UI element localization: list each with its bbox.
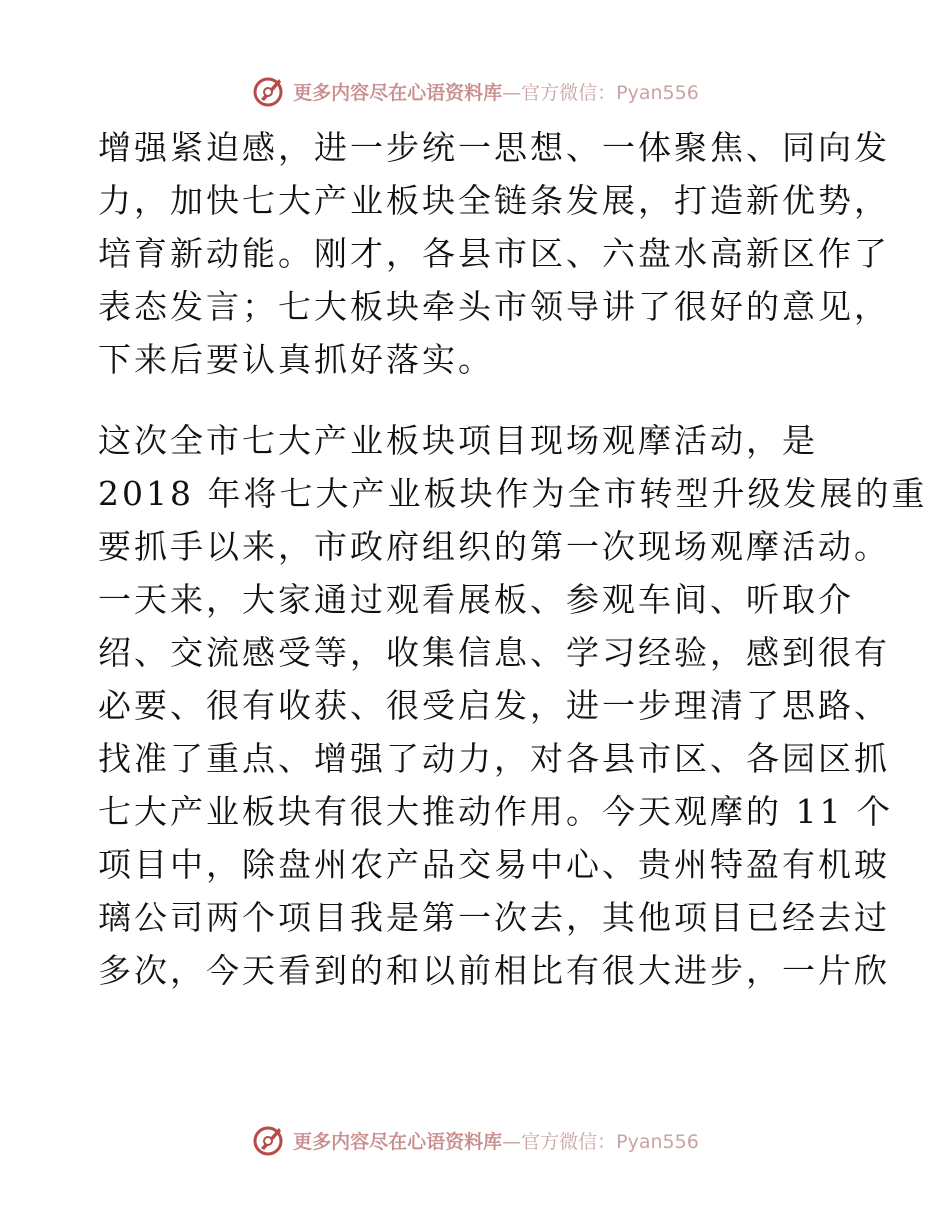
text-line: 这次全市七大产业板块项目现场观摩活动，是 [98, 421, 818, 460]
watermark-text [293, 1127, 699, 1154]
watermark-contact: 官方微信：Pyan556 [521, 81, 699, 104]
watermark-footer [0, 1120, 950, 1160]
watermark-contact: 官方微信：Pyan556 [521, 1130, 699, 1153]
document-body [98, 121, 928, 997]
text-line: 培育新动能。刚才，各县市区、六盘水高新区作了 [98, 234, 890, 273]
text-line: 力，加快七大产业板块全链条发展，打造新优势， [98, 181, 890, 220]
text-line: 增强紧迫感，进一步统一思想、一体聚焦、同向发 [98, 128, 890, 167]
watermark-brand: 更多内容尽在心语资料库 [293, 81, 503, 104]
text-line: 多次，今天看到的和以前相比有很大进步，一片欣 [98, 951, 890, 990]
watermark-dash: — [502, 1130, 522, 1153]
text-line: 绍、交流感受等，收集信息、学习经验，感到很有 [98, 633, 890, 672]
quill-logo-icon [251, 73, 287, 109]
watermark-text [293, 78, 699, 105]
paragraph-1 [98, 121, 890, 386]
paragraph-gap [98, 386, 858, 414]
text-line: 下来后要认真抓好落实。 [98, 340, 494, 379]
text-line: 找准了重点、增强了动力，对各县市区、各园区抓 [98, 739, 890, 778]
paragraph-2 [98, 414, 928, 997]
quill-logo-icon [251, 1122, 287, 1158]
text-line: 七大产业板块有很大推动作用。今天观摩的 11 个 [98, 792, 893, 831]
text-line: 2018 年将七大产业板块作为全市转型升级发展的重 [98, 474, 928, 513]
text-line: 一天来，大家通过观看展板、参观车间、听取介 [98, 580, 854, 619]
watermark-dash: — [502, 81, 522, 104]
watermark-header [0, 71, 950, 111]
text-line: 表态发言；七大板块牵头市领导讲了很好的意见， [98, 287, 890, 326]
watermark-brand: 更多内容尽在心语资料库 [293, 1130, 503, 1153]
text-line: 璃公司两个项目我是第一次去，其他项目已经去过 [98, 898, 890, 937]
text-line: 要抓手以来，市政府组织的第一次现场观摩活动。 [98, 527, 890, 566]
text-line: 必要、很有收获、很受启发，进一步理清了思路、 [98, 686, 890, 725]
text-line: 项目中，除盘州农产品交易中心、贵州特盈有机玻 [98, 845, 890, 884]
